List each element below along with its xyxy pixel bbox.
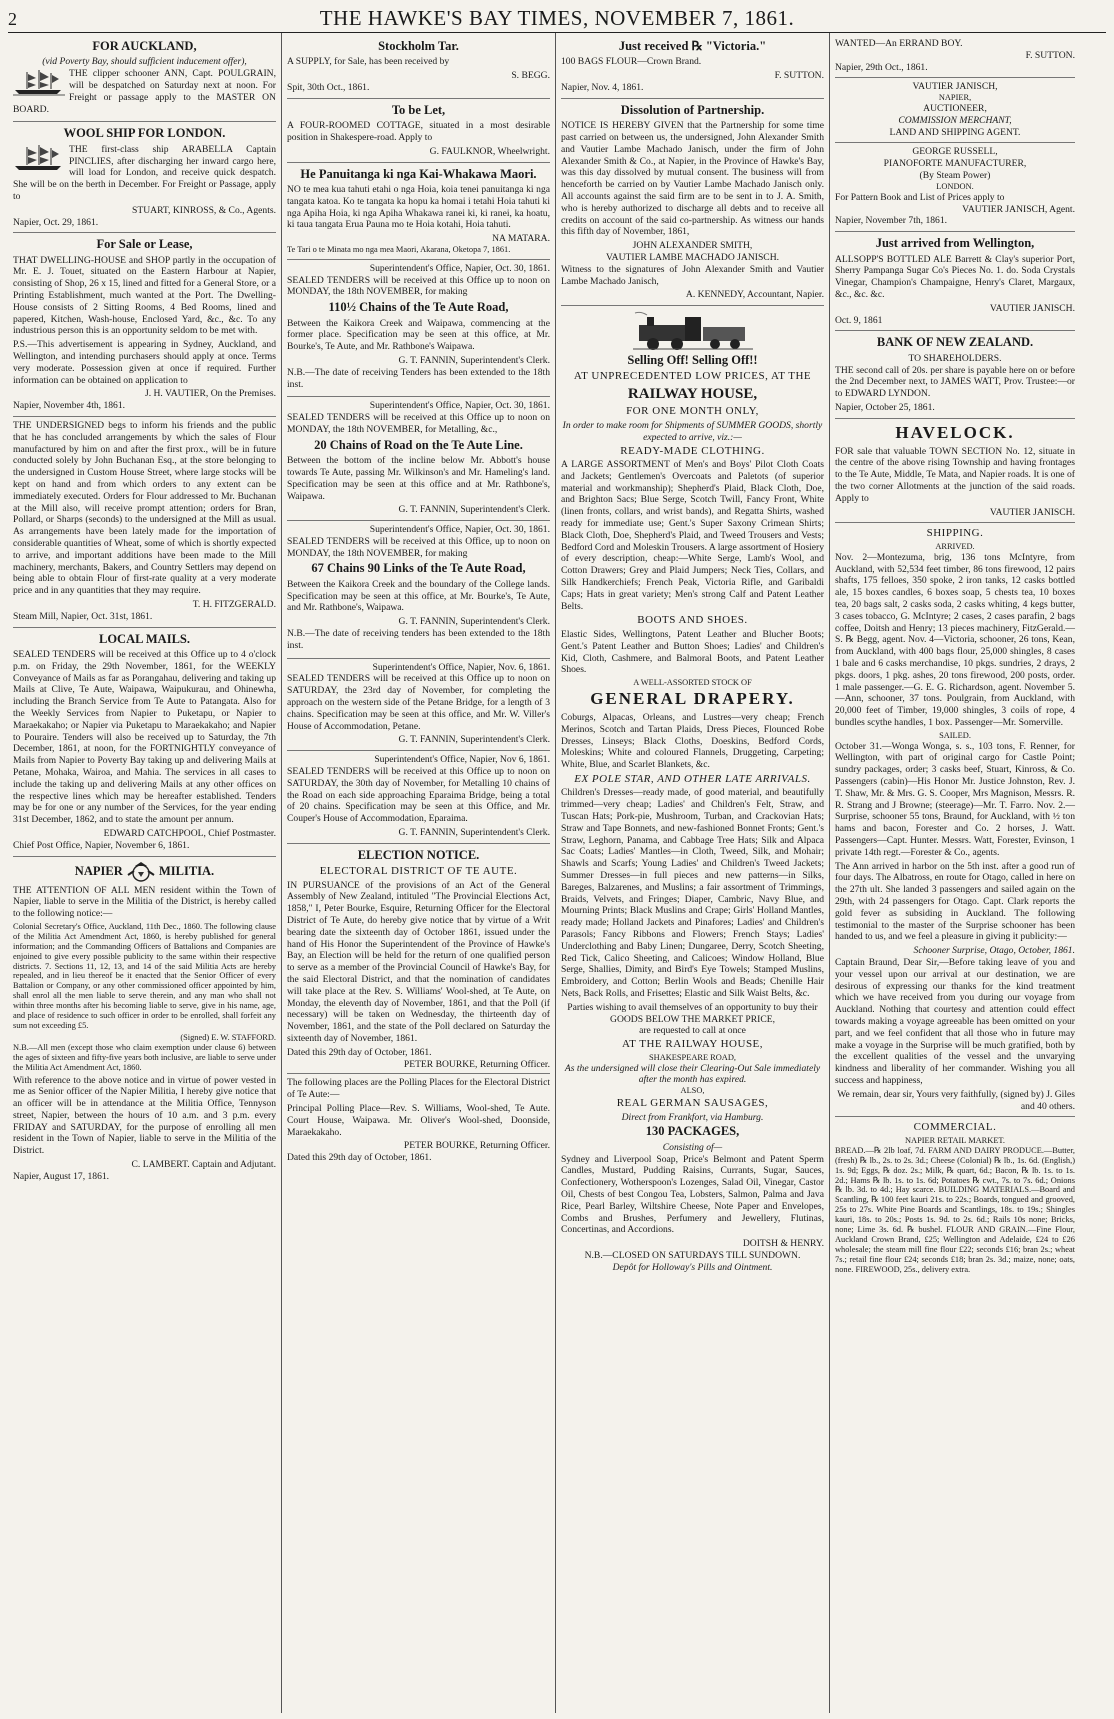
tender-2-ad xyxy=(287,397,550,521)
militia-body: THE ATTENTION OF ALL MEN resident within the Town of Napier, liable to serve in the Militia of the District, is hereby called to the following notice:— xyxy=(13,884,276,920)
vj-name: VAUTIER JANISCH, xyxy=(912,81,998,93)
militia-reference: With reference to the above notice and in virtue of power vested in me as Senior officer of the Napier Militia, I hereby give notice that an officer will be in attendance at the Militia Office, Tennyson street, Napier, between the hours of 10 a.m. and 3 p.m. every FRIDAY and SATURDAY, for the purpose of enrolling all men resident in the Town of Napier, liable to serve in the Militia of the District. xyxy=(13,1074,276,1157)
gr-date: Napier, November 7th, 1861. xyxy=(835,215,948,227)
tender-1-title: 110½ Chains of the Te Aute Road, xyxy=(328,300,509,315)
stockholm-tar-body: A SUPPLY, for Sale, has been received by xyxy=(287,56,450,68)
auckland-body: THE clipper schooner ANN, Capt. POULGRAIN, will be despatched on Saturday next at noon. For Freight or passage apply to the MASTER ON BOARD. xyxy=(13,68,276,115)
tender-4-body: SEALED TENDERS will be received at this Office up to noon on SATURDAY, the 23rd day of November, for completing the approach on the western side of the Petane Bridge, for a length of 3 chains. Specification may be seen at this office, and Mr. W. Viller's House of Accommodation, Petane. xyxy=(287,673,550,732)
gr-power: (By Steam Power) xyxy=(919,170,991,182)
vautier-janisch-ad xyxy=(835,78,1075,143)
local-mails-signature: EDWARD CATCHPOOL, Chief Postmaster. xyxy=(103,827,276,839)
tender-3-office: Superintendent's Office, Napier, Oct. 30, 1861. xyxy=(369,524,550,536)
george-russell-ad xyxy=(835,143,1075,232)
wool-ship-ad xyxy=(13,122,276,233)
havelock-title: HAVELOCK. xyxy=(895,422,1015,442)
vj-land: LAND AND SHIPPING AGENT. xyxy=(889,126,1021,138)
militia-nb: N.B.—All men (except those who claim exemption under clause 6) between the ages of sixteen and fifty-five years both inclusive, are liable to serve under the Militia Act Amendment Act, 1860. xyxy=(13,1042,276,1072)
militia-ad xyxy=(13,857,276,1187)
packages-subtitle: Consisting of— xyxy=(662,1141,723,1153)
auckland-ad xyxy=(13,35,276,122)
election-notice-ad xyxy=(287,844,550,1168)
victoria-flour-ad xyxy=(561,35,824,99)
tender-2-body: Between the bottom of the incline below Mr. Abbott's house towards Te Aute, passing Mr. Wilkinson's and Mr. Hameling's land. Specification may be seen at this office and at Mr. Rathbone's, Waipawa. xyxy=(287,455,550,502)
commercial-title: COMMERCIAL. xyxy=(913,1121,997,1134)
tender-5-ad xyxy=(287,751,550,844)
tender-4-office: Superintendent's Office, Napier, Nov. 6, 1861. xyxy=(372,661,550,673)
wellington-ad xyxy=(835,232,1075,331)
errand-boy-signature: F. SUTTON. xyxy=(1025,49,1075,61)
militia-title-right: MILITIA. xyxy=(158,863,215,878)
column-3 xyxy=(556,33,830,1713)
shipping-letter: Captain Braund, Dear Sir,—Before taking leave of you and your vessel upon our arrival at our destination, we are desirous of expressing our thanks for the kind treatment which we have received from you during our voyage from Auckland. Nothing that courtesy and attention could effect towards making a voyage agreeable has been omitted on your part, and we feel confident that all those who in future may make a voyage in the Surprise will be much gratified, both by the excellent qualities of the vessel and the unvarying kindness and liberality of her commander. Wishing you all success and happiness, xyxy=(835,957,1075,1086)
gr-city: LONDON. xyxy=(936,181,974,191)
wool-ship-body: THE first-class ship ARABELLA Captain PINCLIES, after discharging her inward cargo here, will load for London, and receive quick despatch. She will be on the berth in December. For Freight or Passage, apply to xyxy=(13,143,276,202)
parties-request: are requested to call at once xyxy=(639,1025,746,1037)
auckland-title: FOR AUCKLAND, xyxy=(92,39,197,53)
to-let-ad xyxy=(287,99,550,163)
one-month-only: FOR ONE MONTH ONLY, xyxy=(626,405,759,418)
tender-1-lead: SEALED TENDERS will be received at this Office up to noon on MONDAY, the 18th NOVEMBER, for making xyxy=(287,274,550,298)
militia-title xyxy=(13,861,276,883)
wool-ship-signature: STUART, KINROSS, & Co., Agents. xyxy=(132,204,276,216)
victoria-flour-date: Napier, Nov. 4, 1861. xyxy=(561,81,644,93)
polling-places-signature: PETER BOURKE, Returning Officer. xyxy=(403,1140,550,1152)
polling-places-date: Dated this 29th day of October, 1861. xyxy=(287,1152,432,1164)
ready-made-title: READY-MADE CLOTHING. xyxy=(620,444,765,457)
boots-title: BOOTS AND SHOES. xyxy=(637,614,748,627)
wool-ship-title: WOOL SHIP FOR LONDON. xyxy=(63,126,226,141)
locomotive-icon xyxy=(633,311,753,351)
railway-house-ad xyxy=(561,306,824,1277)
stockholm-tar-ad xyxy=(287,35,550,99)
packages-nb: N.B.—CLOSED ON SATURDAYS TILL SUNDOWN. xyxy=(584,1249,801,1261)
wellington-title: Just arrived from Wellington, xyxy=(875,236,1035,251)
royal-crest-icon xyxy=(126,861,156,883)
selling-off-subtitle: AT UNPRECEDENTED LOW PRICES, AT THE xyxy=(573,370,812,383)
vj-commission: COMMISSION MERCHANT, xyxy=(898,114,1012,126)
shipping-arrived-label: ARRIVED. xyxy=(935,541,975,551)
flour-mill-signature: T. H. FITZGERALD. xyxy=(192,599,276,610)
errand-boy-date: Napier, 29th Oct., 1861. xyxy=(835,61,928,73)
maori-notice-date: Te Tari o te Minata mo nga mea Maori, Akarana, Oketopa 7, 1861. xyxy=(287,244,511,254)
stockholm-tar-date: Spit, 30th Oct., 1861. xyxy=(287,81,370,93)
election-notice-dated: Dated this 29th day of October, 1861. xyxy=(287,1046,432,1058)
tender-1-body: Between the Kaikora Creek and Waipawa, commencing at the former place. Specification may be seen at this office, at Mr. Bourke's, Te Aute, and Mr. Rathbone's Waipawa. xyxy=(287,317,550,353)
column-2 xyxy=(282,33,556,1713)
errand-boy-title: WANTED—An ERRAND BOY. xyxy=(835,38,963,49)
dissolution-body: NOTICE IS HEREBY GIVEN that the Partnership for some time past carried on between us, the undersigned, John Alexander Smith and Vautier Lambe Machado Janisch, under the firm of John Alexander Smith & Co., at Napier, in the Province of Hawke's Bay, was this day dissolved by mutual consent. The business will from henceforth be carried on by Vautier Lambe Machado Janisch only. All accounts against the said firm are to be sent in to J. A. Smith, who is hereby authorized to discharge all debts and to receive all credits on account of the said co-partnership. As witness our hands this fifth day of November, 1861, xyxy=(561,120,824,238)
election-notice-body: IN PURSUANCE of the provisions of an Act of the General Assembly of New Zealand, intituled "The Provincial Elections Act, 1858," I, Peter Bourke, Esquire, Returning Officer for the Electoral District of Te Aute, do hereby give notice that by virtue of a Writ bearing date the sixteenth day of October 1861, issued under the hand of His Honor the Superintendent of the Province of Hawke's Bay, an Election will be held for the return of one qualified person to serve as a member of the Provincial Council of Hawke's Bay, for the said Electoral District, and that the nomination of candidates will take place at the Rev. S. Williams' Wool-shed, at Te Aute, on Monday, the eleventh day of November, 1861, and that the Poll (if necessary) will be taken on Wednesday, the thirteenth day of November, 1861, and the state of the Poll declared on Saturday the sixteenth day of November, 1861. xyxy=(287,879,550,1045)
parties-house: AT THE RAILWAY HOUSE, xyxy=(621,1038,764,1051)
vj-place: NAPIER, xyxy=(938,93,972,103)
sale-lease-date: Napier, November 4th, 1861. xyxy=(13,400,126,412)
bank-subtitle: TO SHAREHOLDERS. xyxy=(908,352,1002,364)
victoria-flour-signature: F. SUTTON. xyxy=(774,70,824,82)
polling-places-lead: The following places are the Polling Places for the Electoral District of Te Aute:— xyxy=(287,1077,550,1101)
dissolution-witness-signature: A. KENNEDY, Accountant, Napier. xyxy=(685,289,824,301)
shipping-remain: We remain, dear sir, Yours very faithfully, (signed by) J. Giles and 40 others. xyxy=(837,1088,1075,1112)
stockholm-tar-signature: S. BEGG. xyxy=(511,70,550,82)
parties-road: SHAKESPEARE ROAD, xyxy=(648,1052,737,1062)
election-notice-title: ELECTION NOTICE. xyxy=(357,847,480,862)
errand-boy-ad xyxy=(835,35,1075,78)
sale-lease-title: For Sale or Lease, xyxy=(96,237,193,252)
divider xyxy=(287,1073,550,1074)
sailing-ship-icon xyxy=(13,144,65,172)
bank-date: Napier, October 25, 1861. xyxy=(835,401,935,413)
bank-title: BANK OF NEW ZEALAND. xyxy=(876,335,1034,350)
tender-1-signature: G. T. FANNIN, Superintendent's Clerk. xyxy=(398,354,550,366)
packages-signature: DOITSH & HENRY. xyxy=(742,1238,824,1250)
tender-2-signature: G. T. FANNIN, Superintendent's Clerk. xyxy=(398,504,550,516)
commercial-section xyxy=(835,1117,1075,1280)
parties-goods: GOODS BELOW THE MARKET PRICE, xyxy=(610,1013,775,1025)
havelock-body: FOR sale that valuable TOWN SECTION No. 12, situate in the centre of the above rising Township and having frontages to the Te Aute, Middle, Te Mata, and Napier roads. It is one of the two corner Allotments at the junction of the said roads. Apply to xyxy=(835,445,1075,504)
railway-house-title: RAILWAY HOUSE, xyxy=(627,385,758,402)
dissolution-signer-1: JOHN ALEXANDER SMITH, xyxy=(632,240,753,252)
tender-4-signature: G. T. FANNIN, Superintendent's Clerk. xyxy=(398,734,550,746)
maori-notice-ad xyxy=(287,163,550,260)
local-mails-ad xyxy=(13,628,276,857)
militia-signature: C. LAMBERT. Captain and Adjutant. xyxy=(131,1159,276,1171)
gr-name: GEORGE RUSSELL, xyxy=(912,146,998,158)
election-notice-subtitle: ELECTORAL DISTRICT OF TE AUTE. xyxy=(319,865,518,878)
column-4 xyxy=(830,33,1080,1713)
tender-3-lead: SEALED TENDERS will be received at this Office, up to noon on MONDAY, the 18th NOVEMBER, for making xyxy=(287,535,550,559)
tender-4-ad xyxy=(287,659,550,752)
local-mails-title: LOCAL MAILS. xyxy=(99,631,190,646)
sailing-ship-icon xyxy=(13,68,65,96)
dissolution-witness: Witness to the signatures of John Alexander Smith and Vautier Lambe Machado Janisch, xyxy=(561,263,824,287)
tender-1-nb: N.B.—The date of receiving Tenders has been extended to the 18th inst. xyxy=(287,366,550,390)
tender-1-office: Superintendent's Office, Napier, Oct. 30, 1861. xyxy=(369,262,550,274)
to-let-body: A FOUR-ROOMED COTTAGE, situated in a most desirable position in Shakespere-road. Apply to xyxy=(287,120,550,143)
commercial-subtitle: NAPIER RETAIL MARKET. xyxy=(904,1135,1006,1145)
auckland-subtitle: (vid Poverty Bay, should sufficient inducement offer), xyxy=(42,56,247,68)
havelock-ad xyxy=(835,419,1075,524)
tender-1-ad xyxy=(287,260,550,398)
wellington-date: Oct. 9, 1861 xyxy=(835,314,883,326)
packages-body: Sydney and Liverpool Soap, Price's Belmont and Patent Sperm Candles, Mustard, Pudding Raisins, Currants, Sugar, Sauces, Confectionery, Wotherspoon's Lozenges, Salad Oil, Vinegar, Castor Oil, Chests of best Congou Tea, Lobsters, Salmon, Palma and Java Rice, Pearl Barley, Wiltshire Cheese, Note Paper and Envelopes, Combs and Brushes, Perfumery and Jewellery, Flutinas, Concertinas, and Accordions. xyxy=(561,1153,824,1236)
tender-3-body: Between the Kaikora Creek and the boundary of the College lands. Specification may be seen at this office, at Mr. Bourke's, Te Aute, and Mr. Rathbone's, Waipawa. xyxy=(287,578,550,614)
sale-lease-signature: J. H. VAUTIER, On the Premises. xyxy=(144,388,276,400)
pole-star-title: EX POLE STAR, AND OTHER LATE ARRIVALS. xyxy=(574,772,811,785)
packages-depot: Depôt for Holloway's Pills and Ointment. xyxy=(612,1261,773,1273)
drapery-title: GENERAL DRAPERY. xyxy=(590,689,795,709)
parties-body: Parties wishing to avail themselves of an opportunity to buy their xyxy=(567,1001,818,1013)
sausages-subtitle: Direct from Frankfort, via Hamburg. xyxy=(621,1111,764,1123)
bank-body: THE second call of 20s. per share is payable here on or before the 2nd December next, to JAMES WATT, Prov. Trustee:—or to EDWARD LYNDON. xyxy=(835,364,1075,400)
sale-lease-ps: P.S.—This advertisement is appearing in Sydney, Auckland, and Wellington, and intending purchasers should apply at once. Terms very moderate. Possession given at once if required. Further information can be obtained on application to xyxy=(13,339,276,386)
newspaper-title: THE HAWKE'S BAY TIMES, NOVEMBER 7, 1861. xyxy=(319,6,795,30)
gr-trade: PIANOFORTE MANUFACTURER, xyxy=(883,158,1027,170)
to-let-title: To be Let, xyxy=(391,102,446,117)
tender-3-ad xyxy=(287,521,550,659)
tender-2-lead: SEALED TENDERS will be received at this Office up to noon on MONDAY, the 18th NOVEMBER, for Metalling, &c., xyxy=(287,412,550,435)
shipping-section xyxy=(835,523,1075,1117)
militia-date: Napier, August 17, 1861. xyxy=(13,1170,110,1182)
stockholm-tar-title: Stockholm Tar. xyxy=(378,39,459,53)
tender-5-office: Superintendent's Office, Napier, Nov 6, 1861. xyxy=(374,754,550,766)
militia-notice: Colonial Secretary's Office, Auckland, 11th Dec., 1860. The following clause of the Militia Act Amendment Act, 1860, is hereby published for general information; and the Commanding Officers of Battalions and Companies are enjoined to give every possible publicity to the same within their respective districts. 7. Sections 11, 12, 13, and 14 of the said Militia Acts are hereby repealed, and in lieu thereof be it enacted that the Senior Officer of every Battalion or Company, or any other commissioned officer appointed by him, shall enrol all the men liable to serve therein, and any man who shall not within three months after his becoming liable to serve, give in his name, age, and place of residence to such officer in order to be enrolled, shall forfeit any sum not exceeding £5. xyxy=(13,921,276,1030)
dissolution-signer-2: VAUTIER LAMBE MACHADO JANISCH. xyxy=(605,251,780,263)
maori-notice-body: NO te mea kua tahuti etahi o nga Hoia, koia tenei panuitanga ki nga tangata katoa. Ko te tangata ka hopu ka homai i tetahi Hoia tahuti ki nga Apiha Hoia, ki nga Apiha Whakawa ranei ki, ki ranei, ka hoatu, ki taua tangata Erua Pauna mo te Hoia kotahi, Hoia tahuti. xyxy=(287,183,550,231)
drapery-pre: A WELL-ASSORTED STOCK OF xyxy=(633,678,752,688)
drapery-body: Coburgs, Alpacas, Orleans, and Lustres—very cheap; French Merinos, Scotch and Tartan Plaids, Dress Pieces, Flounced Robe Dresses, Linseys; Black Cloths, Doeskins, Bedford Cords, Moleskins; White and coloured Flannels, Druggeting, Carpeting; White, Blue, and Scarlet Blankets, &c. xyxy=(561,711,824,771)
column-1 xyxy=(8,33,282,1713)
maori-notice-signature: NA MATARA. xyxy=(492,233,550,245)
shipping-sailed-body: October 31.—Wonga Wonga, s. s., 103 tons, F. Renner, for Wellington, with part of original cargo for Castle Point; sundry packages, order; 3 casks beef, Stuart, Kinross, & Co. Passengers (cabin)—His Honor Mr. Justice Johnston, Rev. J. T. Shaw, Mr. & Mrs. G. S. Cooper, Mrs Magnison, Messrs. R. R. Strang and J Browne; (steerage)—Mr. T. Farro. Nov. 2.—Surprise, schooner 55 tons, Braund, for Auckland, with ½ ton hams and bacon, Forester and Co. 2 horses, J. Watt. Passengers—Capt. Hunter. Messrs. Watt, Forester, Evinson, 1 private 14th regt.—Forester & Co., agents. xyxy=(835,740,1075,858)
ready-made-body: A LARGE ASSORTMENT of Men's and Boys' Pilot Cloth Coats and Jackets; Gentlemen's Overcoats and Paletots (of superior material and workmanship); Shepherd's Plaid, Black Cloth, Doe, and Brighton Sacs; Blue Serge, Scotch Twill, Fancy Front, White (linen fronts, collars, and wrist bands), and Regatta Shirts, washed ready for immediate use; Gent.'s Super Saxony Crimean Shirts; Black Cloth, Doe, Shepherd's Plaid, and Tweed Trousers and Vests; Bedford Cord and Moleskin Trousers. A large assortment of Hosiery of every description, cheap:—White Serge, Lamb's Wool, and Cotton Drawers; Grey and Plaid Jumpers; Neck Ties, Collars, and Silk Handkerchiefs; French Peak, Victoria Rifle, and Garibaldi Caps; Hats in great variety; Men's strong Calf and Patent Leather Belts. xyxy=(561,459,824,612)
vj-auctioneer: AUCTIONEER, xyxy=(923,103,987,115)
tender-3-title: 67 Chains 90 Links of the Te Aute Road, xyxy=(311,561,526,576)
gr-signature: VAUTIER JANISCH, Agent. xyxy=(962,203,1075,215)
wellington-body: ALLSOPP'S BOTTLED ALE Barrett & Clay's superior Port, Sherry Pampanga Sugar Co's Pieces No. 1. do. Soda Crystals Vinegar, Champion's Champaigne, Henry's Claret, Margaux, &c., &c. &c. xyxy=(835,253,1075,300)
flour-mill-body: THE UNDERSIGNED begs to inform his friends and the public that he has concluded arrangements by which the sales of Flour manufactured by him on and after the first prox., will be in future conducted solely by John Buchanan Esq., at the store belonging to the undersigned in Custom House Street, where large stocks will be kept on hand and from which orders to any extent can be immediately executed. Orders for Flour addressed to Mr. Buchanan at the Mill also, will receive prompt attention; orders for Bran, Pollard, or Sharps (seconds) to the undersigned at the Mill as usual. As arrangements have been lately made for the importation of considerable quantities of Wheat, some of which is shortly expected to arrive, and important additions have been made to the Mill machinery, merchants, Bakers, and Country Settlers may depend on being able to obtain Flour of first-rate quality at a very moderate price and in any quantities that they may require. xyxy=(13,420,276,597)
tender-5-signature: G. T. FANNIN, Superintendent's Clerk. xyxy=(398,827,550,838)
dissolution-ad xyxy=(561,99,824,306)
sale-lease-ad xyxy=(13,233,276,417)
also-label: ALSO, xyxy=(680,1086,705,1096)
wool-ship-date: Napier, Oct. 29, 1861. xyxy=(13,216,99,228)
militia-title-left: NAPIER xyxy=(74,863,123,878)
boots-body: Elastic Sides, Wellingtons, Patent Leather and Blucher Boots; Gent.'s Patent Leather and Button Shoes; Ladies' and Children's Kid, Cloth, Cashmere, and Balmoral Boots, and Patent Leather Shoes. xyxy=(561,628,824,676)
local-mails-date: Chief Post Office, Napier, November 6, 1861. xyxy=(13,839,190,851)
page-number: 2 xyxy=(8,9,18,29)
local-mails-body: SEALED TENDERS will be received at this Office up to 4 o'clock p.m. on Friday, the 29th November, 1861, for the WEEKLY Conveyance of Mails as far as Porangahau, delivering and taking up Mails at Clive, Te Aute, Waipawa, Waipukurau, and Ohinewha, including the Branch Service from Te Aute to Patangata. Also for the Weekly Services from Napier to Puketapu, or Napier to Maraekakaho; or Napier via Puketapu to Maraekakaho; and Napier to Pouraire. Tenders will also be received up to Saturday, the 7th December, 1861, at noon, for the FORTNIGHTLY conveyance of Mails from Napier to Poverty Bay taking up and delivering Mails at Petane, Mohaka, Wairoa, and Mahia. The services in all cases to include the taking up and delivering Mails at any other offices on the respective lines which may be hereafter established. Tenders may be for one or any number of the Services, for the year ending 31st December, 1862, and to state the amount per annum. xyxy=(13,648,276,826)
packages-title: 130 PACKAGES, xyxy=(645,1124,740,1139)
polling-places-body: Principal Polling Place—Rev. S. Williams, Wool-shed, Te Aute. Court House, Waipawa. Mr. Oliver's Wool-shed, Doonside, Maraekakaho. xyxy=(287,1103,550,1138)
tender-3-nb: N.B.—The date of receiving tenders has been extended to the 18th inst. xyxy=(287,628,550,651)
tender-2-title: 20 Chains of Road on the Te Aute Line. xyxy=(314,437,523,452)
shipping-note: The Ann arrived in harbor on the 5th inst. after a good run of four days. The Albatross, en route for Otago, called in here on the 27th ult. She landed 3 passengers and sailed again on the 29th, with 24 passengers for Otago. Capt. Clark reports the gold fever as subsiding in Auckland. The following testimonial to the master of the Surprise schooner has been handed to us, and we feel a pleasure in giving it publicity:— xyxy=(835,860,1075,943)
militia-signed: (Signed) E. W. STAFFORD. xyxy=(180,1032,276,1042)
tender-2-office: Superintendent's Office, Napier, Oct. 30, 1861. xyxy=(369,400,550,412)
wellington-signature: VAUTIER JANISCH. xyxy=(989,302,1075,314)
masthead xyxy=(8,6,1106,33)
selling-off-title: Selling Off! Selling Off!! xyxy=(627,353,758,368)
shipping-sailed-label: SAILED. xyxy=(939,730,971,740)
victoria-flour-body: 100 BAGS FLOUR—Crown Brand. xyxy=(561,56,702,68)
flour-mill-ad xyxy=(13,417,276,628)
victoria-flour-title: Just received ℞ "Victoria." xyxy=(618,39,767,53)
sale-lease-body: THAT DWELLING-HOUSE and SHOP partly in the occupation of Mr. E. J. Touet, situated on the Eastern Harbour at Napier, consisting of Shop, 26 x 15, lined and fitted for a General Store, or a Printing Establishment, much wanted at the Port. The Dwelling-House consists of 2 Sitting Rooms, 4 Bed Rooms, lined and papered, Kitchen, Wash-house, Enclosed Yard, &c., &c. To any industrious person this is an opportunity seldom to be met with. xyxy=(13,254,276,337)
pole-star-body: Children's Dresses—ready made, of good material, and beautifully trimmed—very cheap; Ladies' and Children's Felt, Straw, and Tuscan Hats; Pork-pie, Mushroom, Turban, and Crackovian Hats; Straw and Tape Bonnets, and new-fashioned Bonnet Fronts; Gent.'s Straw, Leghorn, Panama, and Cabbage Tree Hats; Silk and Alpaca Sac Coats; Ladies' Mantles—in Cloth, Tweed, Silk, and Mohair; Shawls and Scarfs; Young Ladies' and Children's Tweed Jackets; Summer Dresses—in full pieces and new patterns—in Silks, Bareges, Balzarenes, and Muslins; a fair assortment of Trimmings, Braids, Velvets, and Fringes; Diaper, Cambric, Navy Blue, and Mourning Prints; Black Muslins and Crape; Girls' Holland Mantles, ready made; Holland Jackets and Pinafores; Ladies' and Children's Parasols; Fancy Ribbons and Flowers; French Stays; Ladies' Underclothing and Baby Linen; Dungaree, Derry, Scotch Sheeting, Red Tick, Calico Sheeting, and Calicoes; Window Holland, Blue Serge, Shallies, Dimity, and Bird's Eye Towels; Stamped Muslins, Embroidery, and Cotton; Berlin Wools and Beads; Chenille Hair Nets, Back Rolls, and Frisettes; Elastic and Silk Waist Belts, &c. xyxy=(561,787,824,999)
selling-off-reason: In order to make room for Shipments of SUMMER GOODS, shortly expected to arrive, viz.:— xyxy=(562,419,823,443)
dissolution-title: Dissolution of Partnership. xyxy=(620,102,765,117)
sausages-title: REAL GERMAN SAUSAGES, xyxy=(616,1097,769,1110)
tender-3-signature: G. T. FANNIN, Superintendent's Clerk. xyxy=(398,616,550,628)
shipping-surprise: Schooner Surprise, Otago, October, 1861. xyxy=(913,945,1075,957)
havelock-signature: VAUTIER JANISCH. xyxy=(989,506,1075,518)
tender-5-body: SEALED TENDERS will be received at this Office up to noon on SATURDAY, the 30th day of November, for Metalling 10 chains of the Road on each side approaching Eparaima Bridge, being a total of 20 chains. Specification may be seen at this Office, and Mr. Couper's House of Accommodation, Eparaima. xyxy=(287,766,550,825)
to-let-signature: G. FAULKNOR, Wheelwright. xyxy=(429,145,550,157)
maori-notice-title: He Panuitanga ki nga Kai-Whakawa Maori. xyxy=(300,166,537,181)
bank-ad xyxy=(835,331,1075,418)
gr-body: For Pattern Book and List of Prices apply to xyxy=(835,191,1005,203)
election-notice-signature: PETER BOURKE, Returning Officer. xyxy=(403,1058,550,1070)
commercial-body: BREAD.—℞ 2lb loaf, 7d. FARM AND DAIRY PRODUCE.—Butter, (fresh) ℞ lb., 2s. to 2s. 3d.; Cheese (Colonial) ℞ lb., 1s. 6d. (English,) 1s. 9d; Eggs, ℞ doz. 2s.; Milk, ℞ quart, 6d.; Bacon, ℞ lb. 1s. to 1s. 2d.; Hams ℞ lb. 1s. to 1s. 6d; Potatoes ℞ cwt., 7s. to 7s. 6d.; Onions ℞ lb. 3d. to 4d.; Hay scarce. BUILDING MATERIALS.—Board and Scantling, ℞ 100 feet kauri 21s. to 22s.; Boards, tongued and grooved, 25s to 27s. White Pine Boards and Scantlings, 18s. to 19s.; Shingles kauri, 18s. to 20s.; Posts 1s. 9d. to 2s. 6d.; Rails 10s none; Bricks, none; Lime 3s. 6d. ℞ bushel. FLOUR AND GRAIN.—Fine Flour, Auckland Crown Brand, £25; Wellington and Adelaide, £24 to £26 wholesale; the steam mill fine flour £22; seconds £16; bran 2s.; wheat 7s.; retail fine flour £24; seconds £18; bran 2s. 3d.; maize, none; oats, none. FIREWOOD, 25s., delivery extra. xyxy=(835,1145,1075,1274)
shipping-title: SHIPPING. xyxy=(926,527,984,540)
parties-closing: As the undersigned will close their Clearing-Out Sale immediately after the month has expired. xyxy=(564,1062,821,1086)
shipping-arrived-body: Nov. 2—Montezuma, brig, 136 tons McIntyre, from Auckland, with 52,534 feet timber, 86 tons firewood, 12 pairs shafts, 175 felloes, 350 spoke, 2 iron tanks, 12 casks bottled ale, 15 boxes candles, 6 boxes soap, 5 chests tea, 10 boxes tea, 20 bags salt, 2 casks soda, 2 casks whiting, 4 kegs butter, 3 cases tobacco, G. McIntyre; 2 cases, 2 cases parafin, 2 bags coffee, Doitsh and Henry; 13 pieces machinery, FitzGerald.—S. ℞ Begg, agent. Nov. 4—Victoria, schooner, 26 tons, Kean, from Auckland, with 400 bags flour, 25,000 shingles, 8 cases 1 bale and 6 casks merchandise, 10 pkgs. sundries, 2 drays, 2 pkgs. doors, 1 pkg. ashes, 20 tons firewood, 200 posts, order. 1 male passenger.—G. E. G. Richardson, agent. November 5.—Ann, schooner, 37 tons. Poulgrain, from Auckland, with 20,000 feet of Timber, 19,000 shingles, 3 coils of rope, 4 bundles scythe handles, 1 box. Passenger—Mr. Somerville. xyxy=(835,551,1075,728)
flour-mill-date: Steam Mill, Napier, Oct. 31st, 1861. xyxy=(13,610,153,622)
